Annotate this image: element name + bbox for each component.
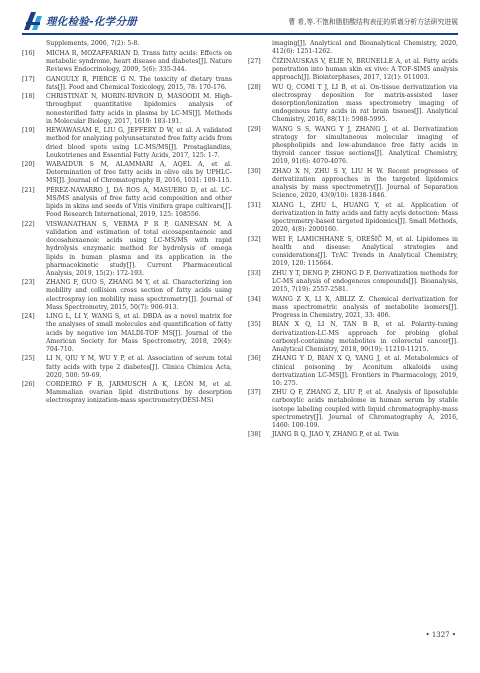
reference-text: WEI F, LAMICHHANE S, OREŠIČ M, et al. Lipidomes in health and disease: Analytical strategies and considerations[J]. TrAC Trends in Analytical Chemistry, 2019, 120: 115664. bbox=[272, 235, 458, 267]
reference-text: ZHAO X N, ZHU S Y, LIU H W. Recent progresses of derivatization approaches in the targeted lipidomics analysis by mass spectrometry[J]. Journal of Separation Science, 2020, 43(9/10): 1838-1846. bbox=[272, 167, 458, 200]
reference-number: [28] bbox=[248, 83, 261, 91]
reference-item bbox=[248, 270, 458, 294]
reference-item bbox=[248, 126, 458, 166]
reference-number: [30] bbox=[248, 167, 261, 175]
reference-item bbox=[248, 40, 458, 56]
reference-number: [24] bbox=[22, 313, 35, 321]
reference-item bbox=[22, 187, 232, 219]
reference-number: [36] bbox=[248, 355, 261, 363]
reference-number: [34] bbox=[248, 295, 261, 303]
reference-text: WANG S S, WANG Y J, ZHANG J, et al. Derivatization strategy for simultaneous molecular imaging of phospholipids and low-abundance free fatty acids in thyroid cancer tissue sections[J]. Analytical Chemistry, 2019, 91(6): 4070-4076. bbox=[272, 125, 458, 166]
reference-item bbox=[248, 431, 458, 439]
reference-text: JIANG R Q, JIAO Y, ZHANG P, et al. Twin bbox=[272, 431, 399, 439]
reference-number: [17] bbox=[22, 75, 35, 83]
reference-number: [27] bbox=[248, 57, 261, 65]
journal-name: 理化检验-化学分册 bbox=[46, 16, 138, 28]
reference-item bbox=[248, 389, 458, 429]
reference-number: [31] bbox=[248, 201, 261, 209]
reference-text: imaging[J]. Analytical and Bioanalytical Chemistry, 2020, 412(6): 1251-1262. bbox=[272, 40, 458, 56]
reference-number: [29] bbox=[248, 125, 261, 133]
reference-item bbox=[22, 355, 232, 379]
reference-item bbox=[248, 58, 458, 82]
reference-text: PÉREZ-NAVARRO J, DA ROS A, MASUERO D, et al. LC-MS/MS analysis of free fatty acid composition and other lipids in skins and seeds of Vitis vinifera grape cultivars[J]. Food Research International, 2019, 125: 108556. bbox=[46, 187, 232, 219]
reference-item bbox=[22, 279, 232, 311]
reference-number: [20] bbox=[22, 161, 35, 169]
references-left-column bbox=[22, 40, 232, 407]
reference-item bbox=[248, 84, 458, 124]
reference-item bbox=[248, 296, 458, 320]
reference-text: LING L, LI Y, WANG S, et al. DBDA as a novel matrix for the analyses of small molecules and quantification of fatty acids by negative ion MALDI-TOF MS[J]. Journal of the American Society for Mass Spectrometry, 2018, 29(4): 704-710. bbox=[46, 313, 232, 353]
reference-item bbox=[248, 321, 458, 353]
reference-number: [19] bbox=[22, 127, 35, 135]
reference-number: [21] bbox=[22, 187, 35, 195]
reference-number: [32] bbox=[248, 235, 261, 243]
reference-number: [25] bbox=[22, 355, 35, 363]
reference-item bbox=[22, 127, 232, 159]
reference-item bbox=[248, 202, 458, 234]
reference-text: XIANG L, ZHU L, HUANG Y, et al. Application of derivatization in fatty acids and fatty acyls detection: Mass spectrometry-based targeted lipidomics[J]. Small Methods, 2020, 4(8): 2000160. bbox=[272, 201, 458, 234]
reference-item bbox=[22, 76, 232, 92]
reference-item bbox=[248, 355, 458, 387]
reference-text: Supplements, 2006, 7(2): 5-8. bbox=[46, 40, 140, 47]
reference-text: HEWAWASAM E, LIU G, JEFFERY D W, et al. A validated method for analyzing polyunsaturated free fatty acids from dried blood spots using LC-MS/MS[J]. Prostaglandins, Leukotrienes and Essential Fatty Acids, 2017, 125: 1-7. bbox=[46, 127, 232, 159]
reference-text: BIAN X Q, LI N, TAN B B, et al. Polarity-tuning derivatization-LC-MS approach for probing global carboxyl-containing metabolites in colorectal cancer[J]. Analytical Chemistry, 2018, 90(19): 11210-11215. bbox=[272, 321, 458, 353]
header-divider bbox=[22, 33, 458, 35]
reference-text: ZHU Y T, DENG P, ZHONG D F. Derivatization methods for LC-MS analysis of endogenous compounds[J]. Bioanalysis, 2015, 7(19): 2557-2581. bbox=[272, 269, 458, 293]
reference-item bbox=[22, 313, 232, 353]
running-title: 曹 希,等.不饱和脂肪酸结构表征的质谱分析方法研究进展 bbox=[288, 18, 458, 26]
reference-text: GANGULY R, PIERCE G N. The toxicity of dietary trans fats[J]. Food and Chemical Toxicology, 2015, 78: 170-176. bbox=[46, 75, 232, 91]
reference-text: CORDEIRO F B, JARMUSCH A K, LEÓN M, et al. Mammalian ovarian lipid distributions by desorption electrospray ionization-mass spectrometry(DESI-MS) bbox=[46, 381, 232, 405]
reference-text: MICHA R, MOZAFFARIAN D. Trans fatty acids: Effects on metabolic syndrome, heart disease and diabetes[J]. Nature Reviews Endocrinology, 2009, 5(6): 335-344. bbox=[46, 49, 232, 73]
reference-item bbox=[22, 50, 232, 74]
reference-number: [23] bbox=[22, 279, 35, 287]
reference-item bbox=[22, 161, 232, 185]
reference-item bbox=[22, 40, 232, 48]
page-header bbox=[22, 12, 458, 32]
reference-text: ČIŽINAUSKAS V, ELIE N, BRUNELLE A, et al. Fatty acids penetration into human skin ex vivo: A TOF-SIMS analysis approach[J]. Biointerphases, 2017, 12(1): 011003. bbox=[272, 57, 458, 81]
reference-text: WANG Z X, LI X, ABLIZ Z. Chemical derivatization for mass spectrometric analysis of metabolite isomers[J]. Progress in Chemistry, 2021, 33: 406. bbox=[272, 295, 458, 319]
reference-text: CHRISTINAT N, MORIN-RIVRON D, MASOODI M. High-throughput quantitative lipidomics analysis of nonesterified fatty acids in plasma by LC-MS[J]. Methods in Molecular Biology, 2017, 1619: 183-191. bbox=[46, 93, 232, 125]
reference-text: ZHU Q F, ZHANG Z, LIU P, et al. Analysis of liposoluble carboxylic acids metabolome in human serum by stable isotope labeling coupled with liquid chromatography-mass spectrometry[J]. Journal of Chromatography A, 2016, 1460: 100-109. bbox=[272, 389, 458, 429]
reference-item bbox=[248, 236, 458, 268]
reference-number: [18] bbox=[22, 93, 35, 101]
reference-number: [38] bbox=[248, 431, 261, 439]
reference-number: [16] bbox=[22, 49, 35, 57]
reference-number: [37] bbox=[248, 389, 261, 397]
reference-item bbox=[22, 381, 232, 405]
references-right-column bbox=[248, 40, 458, 441]
reference-text: ZHANG F, GUO S, ZHANG M Y, et al. Characterizing ion mobility and collision cross section of fatty acids using electrospray ion mobility mass spectrometry[J]. Journal of Mass Spectrometry, 2015, 50(7): 906-913. bbox=[46, 279, 232, 311]
reference-item bbox=[248, 168, 458, 200]
reference-text: LI N, QIU Y M, WU Y P, et al. Association of serum total fatty acids with type 2 diabetes[J]. Clinica Chimica Acta, 2020, 500: 59-69. bbox=[46, 355, 232, 379]
page-number: • 1327 • bbox=[425, 631, 456, 639]
reference-text: WABAIDUR S M, ALAMMARI A, AQEL A, et al. Determination of free fatty acids in olive oils by UPHLC-MS[J]. Journal of Chromatography B, 2016, 1031: 109-115. bbox=[46, 161, 232, 185]
reference-number: [26] bbox=[22, 381, 35, 389]
journal-logo-icon bbox=[22, 10, 44, 32]
reference-item bbox=[22, 221, 232, 278]
reference-number: [35] bbox=[248, 321, 261, 329]
reference-text: ZHANG Y D, BIAN X Q, YANG J, et al. Metabolomics of clinical poisoning by Aconitum alkaloids using derivatization LC-MS[J]. Frontiers in Pharmacology, 2019, 10: 275. bbox=[272, 355, 458, 387]
reference-text: VISWANATHAN S, VERMA P R P, GANESAN M. A validation and estimation of total eicosapentaenoic and docosahexaenoic acids using LC-MS/MS with rapid hydrolysis enzymatic method for hydrolysis of omega lipids in human plasma and its application in the pharmacokinetic study[J]. Current Pharmaceutical Analysis, 2019, 15(2): 172-193. bbox=[46, 221, 232, 277]
reference-text: WU Q, COMI T J, LI B, et al. On-tissue derivatization via electrospray deposition for matrix-assisted laser desorption/ionization mass spectrometry imaging of endogenous fatty acids in rat brain tissues[J]. Analytical Chemistry, 2016, 88(11): 5988-5995. bbox=[272, 83, 458, 124]
reference-number: [22] bbox=[22, 221, 35, 229]
reference-number: [33] bbox=[248, 269, 261, 277]
reference-item bbox=[22, 93, 232, 125]
